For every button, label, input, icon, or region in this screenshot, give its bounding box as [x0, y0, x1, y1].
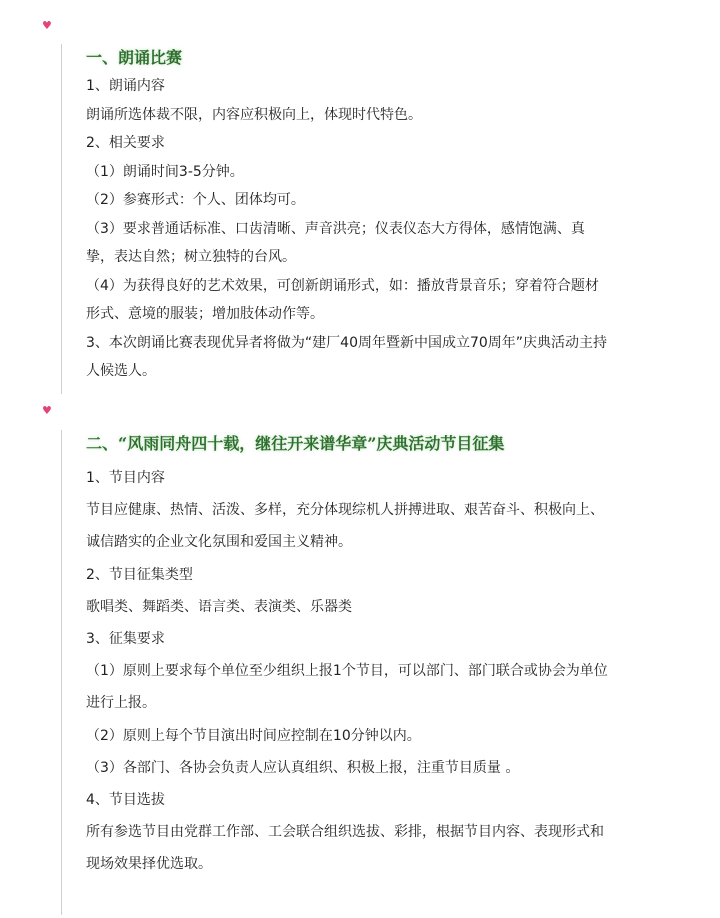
- section-content: [86, 44, 706, 386]
- paragraph-line: 人候选人。: [86, 363, 156, 379]
- section-heading: 二、“风雨同舟四十载，继往开来谱华章”庆典活动节目征集: [86, 434, 505, 453]
- paragraph-line: （4）为获得良好的艺术效果，可创新朗诵形式，如：播放背景音乐；穿着符合题材: [86, 277, 599, 294]
- paragraph-line: 3、本次朗诵比赛表现优异者将做为“建厂40周年暨新中国成立70周年”庆典活动主持: [86, 334, 608, 351]
- paragraph-line: 形式、意境的服装；增加肢体动作等。: [86, 306, 324, 322]
- divider-line: [61, 430, 62, 915]
- paragraph-line: （2）原则上每个节目演出时间应控制在10分钟以内。: [86, 727, 421, 744]
- section-heading: 一、朗诵比赛: [86, 48, 183, 67]
- heart-icon: ♥: [42, 19, 52, 32]
- paragraph-line: 3、征集要求: [86, 631, 165, 648]
- paragraph-line: 1、朗诵内容: [86, 78, 165, 94]
- paragraph-line: 4、节目选拔: [86, 792, 165, 809]
- paragraph-line: 朗诵所选体裁不限，内容应积极向上，体现时代特色。: [86, 106, 422, 123]
- paragraph-line: 诚信踏实的企业文化氛围和爱国主义精神。: [86, 534, 352, 551]
- paragraph-line: 2、相关要求: [86, 135, 165, 151]
- paragraph-line: （1）原则上要求每个单位至少组织上报1个节目，可以部门、部门联合或协会为单位: [86, 663, 608, 680]
- paragraph-line: 所有参选节目由党群工作部、工会联合组织选拔、彩排，根据节目内容、表现形式和: [86, 824, 604, 841]
- paragraph-line: 挚，表达自然；树立独特的台风。: [86, 249, 296, 265]
- paragraph-line: （2）参赛形式：个人、团体均可。: [86, 192, 305, 208]
- paragraph-line: 节目应健康、热情、活泼、多样，充分体现综机人拼搏进取、艰苦奋斗、积极向上、: [86, 502, 604, 519]
- section-content: [86, 428, 706, 881]
- paragraph-line: （3）各部门、各协会负责人应认真组织、积极上报，注重节目质量 。: [86, 759, 520, 776]
- heart-icon: ♥: [42, 404, 52, 417]
- paragraph-line: （3）要求普通话标准、口齿清晰、声音洪亮；仪表仪态大方得体，感情饱满、真: [86, 220, 585, 237]
- paragraph-line: 2、节目征集类型: [86, 566, 193, 583]
- divider-line: [61, 44, 62, 394]
- paragraph-line: 歌唱类、舞蹈类、语言类、表演类、乐器类: [86, 598, 352, 615]
- paragraph-line: 1、节目内容: [86, 470, 165, 486]
- paragraph-line: 进行上报。: [86, 695, 156, 712]
- paragraph-line: 现场效果择优选取。: [86, 856, 212, 873]
- paragraph-line: （1）朗诵时间3-5分钟。: [86, 163, 244, 180]
